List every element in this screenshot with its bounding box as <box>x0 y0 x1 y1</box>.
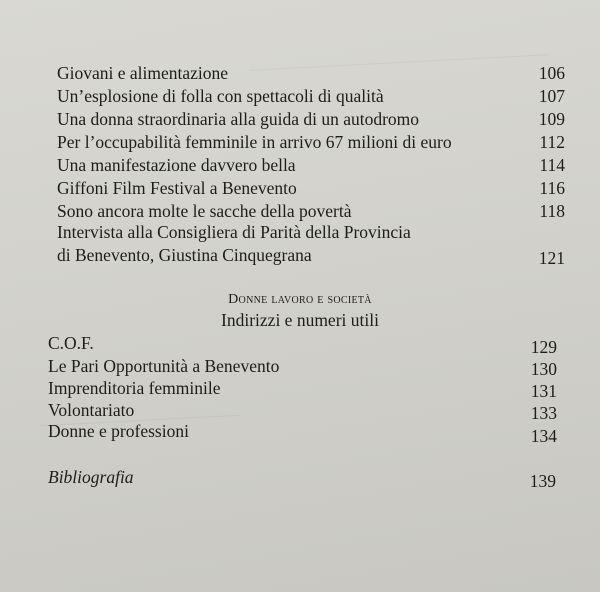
toc-bibliography-title: Bibliografia <box>48 467 134 487</box>
toc-entry-title: Per l’occupabilità femminile in arrivo 67 milioni di euro <box>57 132 452 152</box>
toc-entry-title: Volontariato <box>48 400 135 420</box>
toc-entry-page: 130 <box>530 359 557 379</box>
section-subtitle: Indirizzi e numeri utili <box>221 310 379 330</box>
toc-entry-title: Donne e professioni <box>48 421 189 441</box>
toc-entry-page: 118 <box>539 201 565 221</box>
toc-entry-page: 106 <box>538 63 565 83</box>
toc-entry-title: Imprenditoria femminile <box>48 378 221 398</box>
toc-entry-page: 133 <box>530 403 557 423</box>
section-heading: Donne lavoro e società <box>228 292 372 307</box>
toc-entry-page: 121 <box>538 248 565 268</box>
toc-entry-title-line2: di Benevento, Giustina Cinquegrana <box>57 245 312 265</box>
toc-entry-page: 114 <box>539 155 565 175</box>
toc-entry-page: 131 <box>530 381 557 401</box>
toc-entry-title: Giffoni Film Festival a Benevento <box>57 178 297 198</box>
toc-entry-title: C.O.F. <box>48 333 94 353</box>
toc-entry-title: Un’esplosione di folla con spettacoli di qualità <box>57 86 384 106</box>
toc-entry-title: Giovani e alimentazione <box>57 63 229 83</box>
toc-entry-page: 116 <box>539 178 565 198</box>
toc-entry-page: 109 <box>538 109 565 129</box>
toc-bibliography-page: 139 <box>529 471 556 491</box>
toc-entry-title: Una donna straordinaria alla guida di un autodromo <box>57 109 420 129</box>
toc-entry-page: 134 <box>530 426 557 446</box>
toc-entry-page: 112 <box>539 132 565 152</box>
toc-entry-title: Le Pari Opportunità a Benevento <box>48 356 280 376</box>
toc-entry-title-line1: Intervista alla Consigliera di Parità della Provincia <box>57 222 411 242</box>
toc-entry-page: 107 <box>538 86 565 106</box>
toc-entry-title: Sono ancora molte le sacche della povertà <box>57 201 352 221</box>
toc-entry-page: 129 <box>530 337 557 357</box>
toc-entry-title: Una manifestazione davvero bella <box>57 155 296 175</box>
